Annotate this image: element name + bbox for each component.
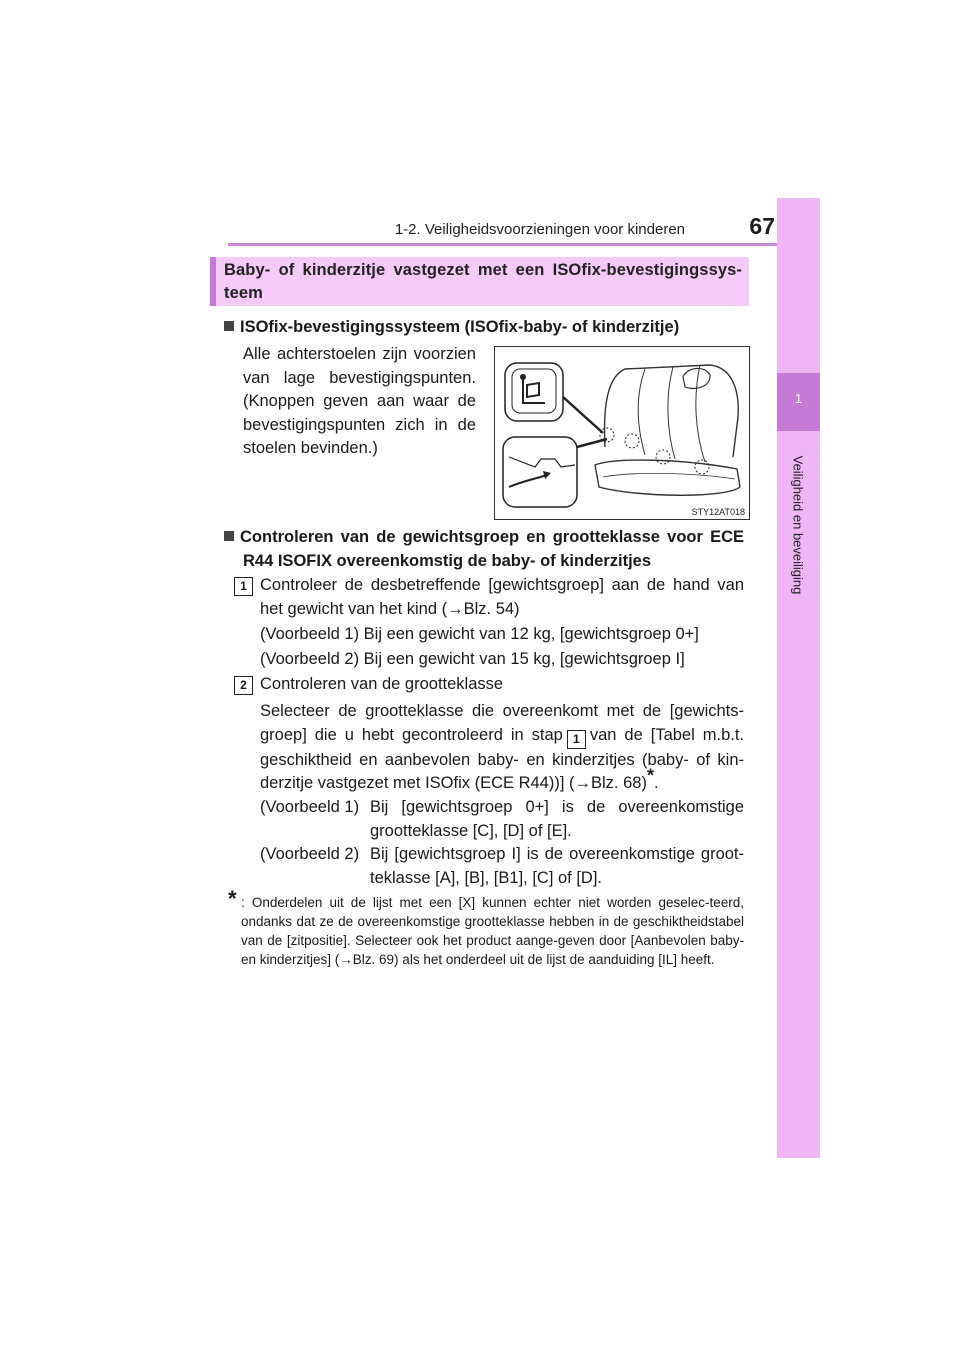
step-2-title: Controleren van de grootteklasse [260,675,504,693]
page-number: 67 [749,213,775,239]
isofix-seat-figure [494,346,750,520]
side-tab-label-wrap [777,440,820,610]
footnote-star: * [646,765,654,786]
rear-seat-illustration-icon [495,347,749,519]
header-title: 1-2. Veiligheidsvoorzieningen voor kinderen [394,221,685,238]
section-title: Baby- of kinderzitje vastgezet met een ISOfix-bevestigingssys-teem [224,261,742,302]
footnote-text: : Onderdelen uit de lijst met een [X] kunnen echter niet worden geselec-teerd, ondanks dat ze de overeenkomstige grootteklasse hebben in de geschiktheidstabel van de [zitpositie]. Selecteer ook het product aange-geven door [Aanbevolen baby- en kinderzitjes] (→Blz. 69) als het onderdeel uit de lijst de aanduiding [IL] heeft. [241,895,744,967]
section-title-accent [210,257,216,306]
square-bullet-icon [224,531,234,541]
step-2-badge: 2 [234,676,253,695]
step-2-example-2-label: (Voorbeeld 2) [260,845,360,863]
subheading-weight-class [224,525,744,549]
step-2-example-1-text: Bij [gewichtsgroep 0+] is de overeenkomstige grootteklasse [C], [D] of [E]. [370,798,744,840]
isofix-description: Alle achterstoelen zijn voorzien van lage bevestigingspunten. (Knoppen geven aan waar de bevestigingspunten zich in de stoelen bevinden.) [243,345,476,457]
footnote-mark: * [228,886,237,911]
subheading-weight-class-line2: R44 ISOFIX overeenkomstig de baby- of kinderzitjes [243,552,652,570]
header-rule [228,243,820,246]
inline-step-1-badge: 1 [567,730,586,749]
step-2-example-1-label: (Voorbeeld 1) [260,798,360,816]
subheading-weight-class-line1: Controleren van de gewichtsgroep en grootteklasse voor ECE [240,528,744,546]
step-2-example-2-text: Bij [gewichtsgroep I] is de overeenkomstige groot-teklasse [A], [B], [B1], [C] of [D]. [370,845,744,887]
subheading-isofix [224,315,744,339]
step-1-example-2: (Voorbeeld 2) Bij een gewicht van 15 kg, [gewichtsgroep I] [260,650,685,668]
step-1-text: Controleer de desbetreffende [gewichtsgroep] aan de hand van het gewicht van het kind (→Blz. 54) [260,576,744,618]
side-tab [777,198,820,1158]
step-2-text [260,700,744,796]
figure-code: STY12AT018 [691,507,745,517]
square-bullet-icon [224,321,234,331]
side-tab-label: Veiligheid en beveiliging [790,455,806,595]
step-1-example-1: (Voorbeeld 1) Bij een gewicht van 12 kg, [gewichtsgroep 0+] [260,625,699,643]
step-2-text-part-b: van de [Tabel m.b.t. geschiktheid en aanbevolen baby- en kinderzitjes (baby- of kin-derzitje vastgezet met ISOfix (ECE R44))] (→Blz. 68) [260,725,744,792]
subheading-isofix-text: ISOfix-bevestigingssysteem (ISOfix-baby- of kinderzitje) [240,318,680,336]
step-2-text-end: . [653,774,659,792]
step-2-text-part-a: Selecteer de grootteklasse die overeenkomt met de [gewichts-groep] die u hebt gecontroleerd in stap [260,702,744,744]
step-1-badge: 1 [234,577,253,596]
side-tab-chapter-number: 1 [794,391,803,406]
